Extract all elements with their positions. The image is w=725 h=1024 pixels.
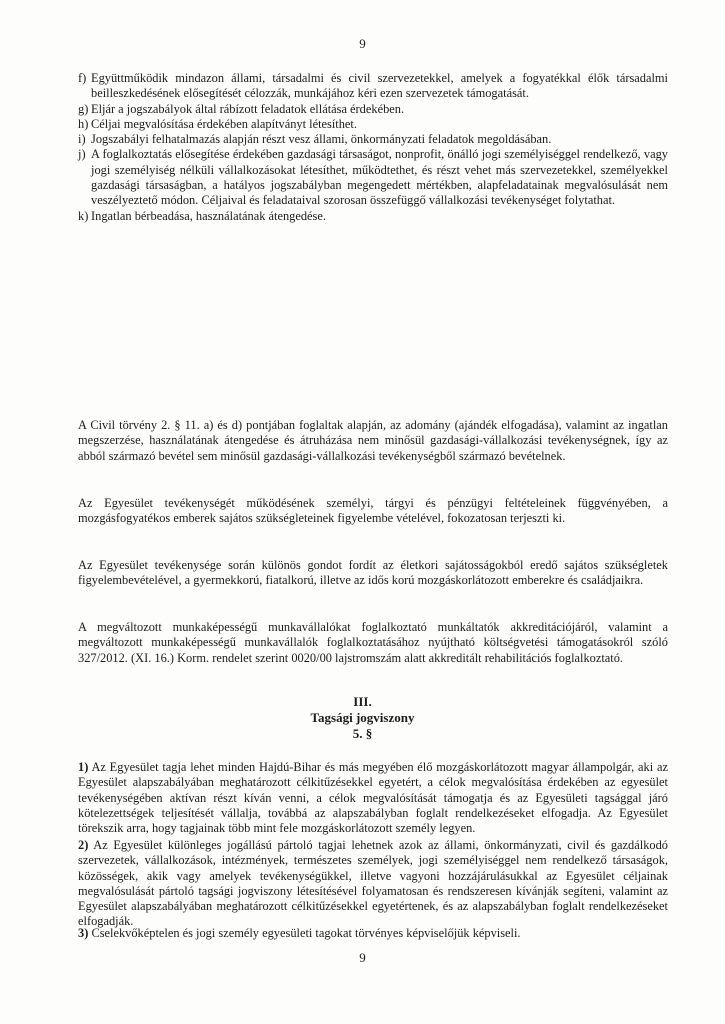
clause-text: Az Egyesület tagja lehet minden Hajdú-Bihar és más megyében élő mozgáskorlátozott magyar állampolgár, aki az Egyesület alapszabályában meghatározott célkitűzésekkel egyetért, a célok megvalósítása érdekében az egyesület tevékenységében aktívan részt kíván venni, a célok megvalósítását támogatja és az Egyesületi tagsággal járó kötelezettségek teljesítését vállalja, továbbá az alapszabályban foglalt rendelkezéseket elfogadja. Az Egyesület törekszik arra, hogy tagjainak több mint fele mozgáskorlátozott személy legyen. xyxy=(78,760,668,836)
list-item xyxy=(78,71,668,102)
clause xyxy=(78,926,668,941)
list-item-text: Együttműködik mindazon állami, társadalmi és civil szervezetekkel, amelyek a fogyatékkal élők társadalmi beilleszkedésének elősegítését célozzák, munkájához kéri ezen szervezetek támogatását. xyxy=(91,71,668,101)
body-paragraph: A megváltozott munkaképességű munkavállalókat foglalkoztató munkáltatók akkreditációjáról, valamint a megváltozott munkaképességű munkavállalók foglalkoztatásához nyújtható költségvetési támogatásokról szóló 327/2012. (XI. 16.) Korm. rendelet szerint 0020/00 lajstromszám alatt akkreditált rehabilitációs foglalkoztató. xyxy=(78,620,668,665)
list-item xyxy=(78,102,668,117)
clause-number: 1) xyxy=(78,760,89,774)
section-title: Tagsági jogviszony xyxy=(310,710,415,725)
list-marker: k) xyxy=(78,208,89,223)
clause-text: Az Egyesület különleges jogállású pártoló tagjai lehetnek azok az állami, önkormányzati, civil és gazdálkodó szervezetek, vállalkozások, intézmények, természetes személyek, jogi személyiséggel nem rendelkező társaságok, közösségek, akik vagy amelyek tevékenységükkel, illetve vagyoni hozzájárulásukkal az Egyesület céljainak megvalósulását pártoló tagsági jogviszony létesítésével folyamatosan és rendszeresen kívánják segíteni, valamint az Egyesület alapszabályában meghatározott célkitűzésekkel egyetértenek, és az alapszabályban foglalt rendelkezéseket elfogadják. xyxy=(78,838,668,929)
list-item-text: A foglalkoztatás elősegítése érdekében gazdasági társaságot, nonprofit, önálló jogi személyiséggel rendelkező, vagy jogi személyiség nélküli vállalkozásokat létesíthet, működtethet, és részt vehet más szervezetekkel, személyekkel gazdasági társaságban, a hatályos jogszabályban megengedett mértékben, alapfeladatainak megvalósulását nem veszélyeztető módon. Céljaival és feladataival szorosan összefüggő vállalkozási tevékenységet folytathat. xyxy=(91,147,668,208)
section-heading xyxy=(0,694,725,742)
section-paragraph-sign: 5. § xyxy=(352,726,373,741)
body-paragraph: Az Egyesület tevékenysége során különös gondot fordít az életkori sajátosságokból eredő sajátos szükségletek figyelembevételével, a gyermekkorú, fiatalkorú, illetve az idős korú mozgáskorlátozott emberekre és családjaikra. xyxy=(78,558,668,588)
list-item-text: Ingatlan bérbeadása, használatának átengedése. xyxy=(91,208,326,223)
list-marker: j) xyxy=(78,147,86,162)
list-marker: g) xyxy=(78,101,89,116)
list-item xyxy=(78,209,668,224)
list-item xyxy=(78,132,668,147)
clause-number: 3) xyxy=(78,926,89,940)
activity-list xyxy=(78,71,668,224)
list-marker: h) xyxy=(78,116,89,131)
page-number-bottom: 9 xyxy=(359,950,366,965)
list-marker: i) xyxy=(78,132,86,147)
clause xyxy=(78,838,668,930)
list-item xyxy=(78,117,668,132)
section-roman-numeral: III. xyxy=(353,694,372,709)
clause-number: 2) xyxy=(78,838,89,852)
list-item-text: Céljai megvalósítása érdekében alapítványt létesíthet. xyxy=(91,116,357,131)
list-item xyxy=(78,147,668,208)
list-item-text: Eljár a jogszabályok által rábízott feladatok ellátása érdekében. xyxy=(91,101,405,116)
body-paragraph: Az Egyesület tevékenységét működésének személyi, tárgyi és pénzügyi feltételeinek függvényében, a mozgásfogyatékos emberek sajátos szükségleteinek figyelembe vételével, fokozatosan terjeszti ki. xyxy=(78,496,668,526)
clause xyxy=(78,760,668,836)
list-item-text: Jogszabályi felhatalmazás alapján részt vesz állami, önkormányzati feladatok megoldásában. xyxy=(91,132,552,147)
page-number-top: 9 xyxy=(359,36,366,51)
body-paragraph: A Civil törvény 2. § 11. a) és d) pontjában foglaltak alapján, az adomány (ajándék elfogadása), valamint az ingatlan megszerzése, használatának átengedése és átruházása nem minősül gazdasági-vállalkozási tevékenységnek, így az abból származó bevétel sem minősül gazdasági-vállalkozási tevékenységből származó bevételnek. xyxy=(78,418,668,463)
clause-text: Cselekvőképtelen és jogi személy egyesületi tagokat törvényes képviselőjük képviseli. xyxy=(91,926,521,940)
list-marker: f) xyxy=(78,71,87,85)
